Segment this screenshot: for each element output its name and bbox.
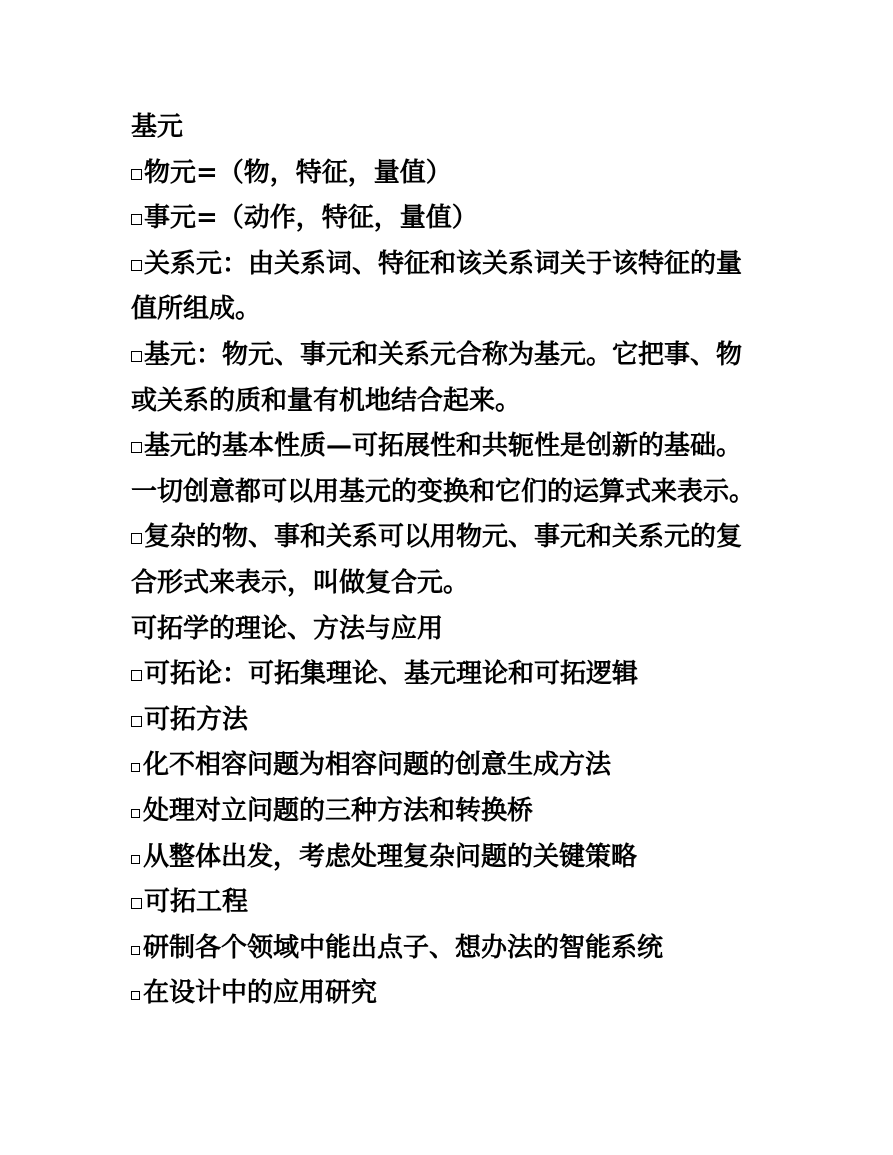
extension-methods-text: 可拓方法 — [144, 704, 249, 735]
basic-element-definition-text: 基元：物元、事元和关系元合称为基元。它把事、物 — [144, 339, 743, 370]
method-opposite-text: 处理对立问题的三种方法和转换桥 — [143, 795, 534, 826]
checkbox-bullet-icon — [131, 442, 142, 453]
extension-engineering-text: 可拓工程 — [144, 887, 249, 918]
checkbox-bullet-icon — [131, 855, 140, 864]
list-item — [131, 424, 771, 470]
checkbox-bullet-icon — [131, 716, 142, 727]
checkbox-bullet-icon — [131, 260, 142, 271]
list-item — [131, 926, 771, 972]
checkbox-bullet-icon — [131, 809, 140, 818]
engineering-intelligent-text: 研制各个领域中能出点子、想办法的智能系统 — [143, 932, 664, 963]
list-item — [131, 743, 771, 789]
method-incompatible-text: 化不相容问题为相容问题的创意生成方法 — [143, 750, 612, 781]
document-body — [131, 105, 771, 1017]
complex-element-continued: 合形式来表示，叫做复合元。 — [131, 567, 470, 598]
relation-element-text: 关系元：由关系词、特征和该关系词关于该特征的量 — [144, 248, 743, 279]
list-item — [131, 242, 771, 288]
list-item — [131, 971, 771, 1017]
checkbox-bullet-icon — [131, 670, 142, 681]
method-holistic-text: 从整体出发，考虑处理复杂问题的关键策略 — [143, 841, 638, 872]
checkbox-bullet-icon — [131, 763, 140, 772]
list-item — [131, 789, 771, 835]
list-item — [131, 515, 771, 561]
basic-properties-continued: 一切创意都可以用基元的变换和它们的运算式来表示。 — [131, 476, 756, 507]
list-item — [131, 196, 771, 242]
list-item — [131, 698, 771, 744]
checkbox-bullet-icon — [131, 946, 140, 955]
list-item — [131, 652, 771, 698]
checkbox-bullet-icon — [131, 351, 142, 362]
affair-element-text: 事元=（动作，特征，量值） — [144, 203, 478, 234]
list-item — [131, 333, 771, 379]
matter-element-text: 物元=（物，特征，量值） — [144, 157, 452, 188]
checkbox-bullet-icon — [131, 533, 142, 544]
checkbox-bullet-icon — [131, 898, 142, 909]
heading-theory: 可拓学的理论、方法与应用 — [131, 613, 444, 644]
basic-properties-text: 基元的基本性质—可拓展性和共轭性是创新的基础。 — [144, 431, 743, 462]
list-item — [131, 880, 771, 926]
extension-theory-text: 可拓论：可拓集理论、基元理论和可拓逻辑 — [144, 659, 639, 690]
checkbox-bullet-icon — [131, 169, 142, 180]
engineering-design-text: 在设计中的应用研究 — [143, 978, 378, 1009]
heading-basic-element: 基元 — [131, 112, 184, 142]
complex-element-text: 复杂的物、事和关系可以用物元、事元和关系元的复 — [144, 522, 743, 553]
checkbox-bullet-icon — [131, 214, 142, 225]
relation-element-continued: 值所组成。 — [131, 294, 262, 325]
list-item — [131, 835, 771, 881]
list-item — [131, 151, 771, 197]
basic-element-definition-continued: 或关系的质和量有机地结合起来。 — [131, 385, 522, 416]
checkbox-bullet-icon — [131, 991, 140, 1000]
